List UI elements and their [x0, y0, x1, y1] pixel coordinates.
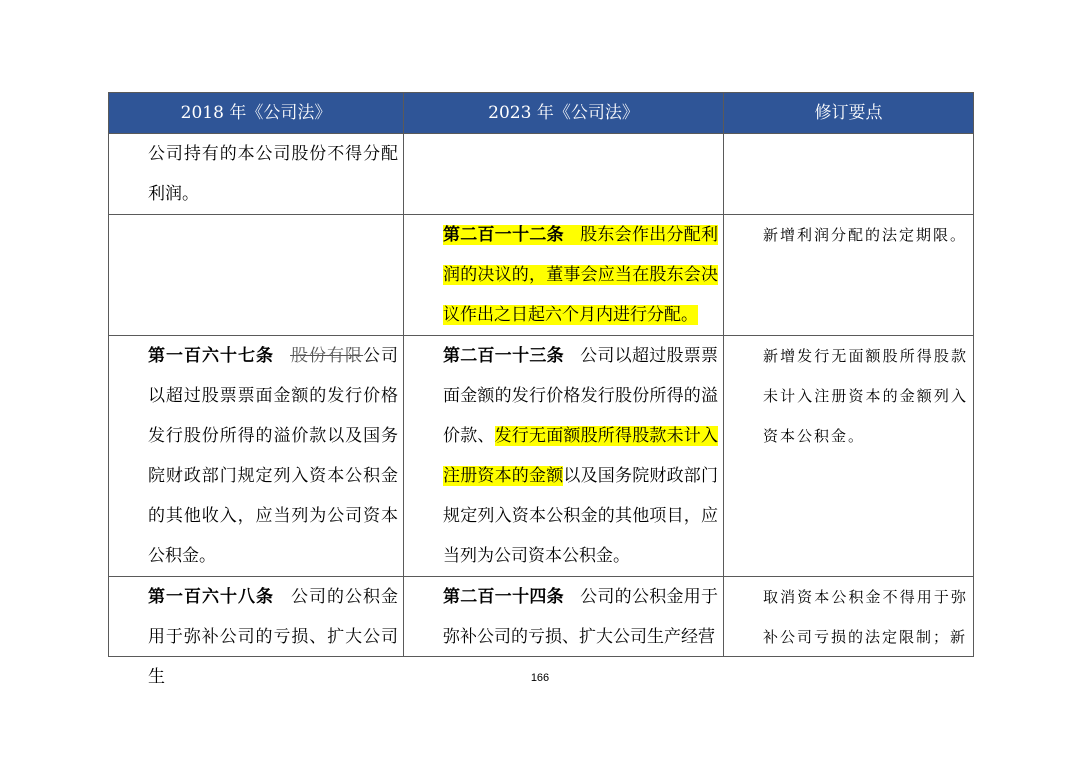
table-row — [109, 577, 974, 657]
note-text: 新增发行无面额股所得股款未计入注册资本的金额列入资本公积金。 — [763, 347, 968, 445]
cell-new — [404, 577, 724, 657]
header-2023: 2023 年《公司法》 — [404, 93, 724, 134]
cell-old — [109, 577, 404, 687]
article-number: 第二百一十四条 — [443, 587, 564, 607]
old-text: 公司的公积金用于弥补公司的亏损、扩大公司生 — [148, 587, 398, 687]
new-text: 股东会作出分配利润的决议的，董事会应当在股东会决议作出之日起六个月内进行分配。 — [443, 225, 719, 325]
article-number: 第二百一十三条 — [443, 346, 564, 366]
table-row — [109, 134, 974, 215]
cell-note — [724, 336, 974, 577]
old-text: 公司以超过股票票面金额的发行价格发行股份所得的溢价款以及国务院财政部门规定列入资本公积金的其他收入，应当列为公司资本公积金。 — [148, 346, 398, 566]
cell-new — [404, 215, 724, 336]
highlighted-text: 发行无面额股所得股款未计入注册资本的金额 — [443, 426, 719, 486]
note-text: 取消资本公积金不得用于弥补公司亏损的法定限制；新 — [763, 588, 968, 646]
cell-old-empty — [109, 215, 404, 336]
cell-old — [109, 336, 404, 577]
note-text: 新增利润分配的法定期限。 — [763, 226, 968, 244]
article-number: 第一百六十七条 — [148, 346, 274, 366]
deleted-text: 股份有限 — [290, 346, 363, 366]
new-text: 公司以超过股票票面金额的发行价格发行股份所得的溢价款、 — [443, 346, 719, 446]
table-row — [109, 215, 974, 336]
table-row — [109, 336, 974, 577]
new-text-rest: 以及国务院财政部门规定列入资本公积金的其他项目，应当列为公司资本公积金。 — [443, 466, 719, 566]
cell-new — [404, 336, 724, 577]
header-row — [109, 93, 974, 134]
old-text: 公司持有的本公司股份不得分配利润。 — [148, 144, 398, 204]
cell-note-empty — [724, 134, 974, 215]
header-2018: 2018 年《公司法》 — [109, 93, 404, 134]
cell-new-empty — [404, 134, 724, 215]
cell-note — [724, 577, 974, 657]
new-text: 公司的公积金用于弥补公司的亏损、扩大公司生产经营 — [443, 587, 719, 647]
page-number: 166 — [530, 672, 550, 684]
header-notes: 修订要点 — [724, 93, 974, 134]
cell-note — [724, 215, 974, 336]
cell-old — [109, 134, 404, 215]
article-number: 第一百六十八条 — [148, 587, 274, 607]
article-number: 第二百一十二条 — [443, 225, 564, 245]
